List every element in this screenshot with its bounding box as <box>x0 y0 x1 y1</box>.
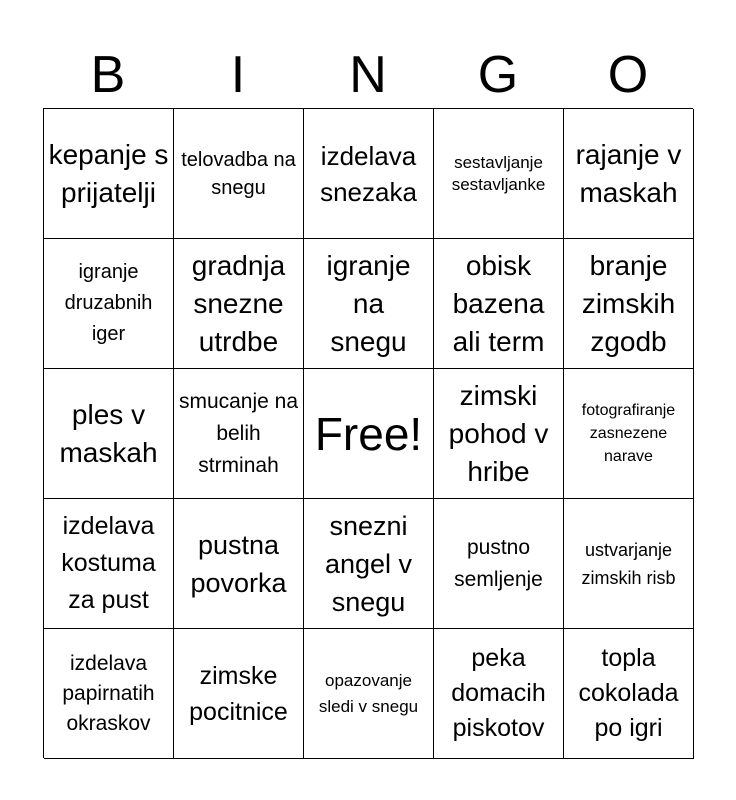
header-letter-n: N <box>349 46 387 104</box>
bingo-cell-r3c5[interactable]: fotografiranje zasnezene narave <box>564 369 694 499</box>
bingo-cell-r5c5[interactable]: topla cokolada po igri <box>564 629 694 759</box>
bingo-cell-r1c2[interactable]: telovadba na snegu <box>174 109 304 239</box>
header-letter-o: O <box>607 46 649 104</box>
bingo-cell-r2c1[interactable]: igranje druzabnih iger <box>44 239 174 369</box>
bingo-cell-r5c1[interactable]: izdelava papirnatih okraskov <box>44 629 174 759</box>
bingo-cell-r2c2[interactable]: gradnja snezne utrdbe <box>174 239 304 369</box>
header-letter-b: B <box>90 46 126 104</box>
bingo-cell-r4c5[interactable]: ustvarjanje zimskih risb <box>564 499 694 629</box>
bingo-cell-r1c4[interactable]: sestavljanje sestavljanke <box>434 109 564 239</box>
bingo-cell-r5c3[interactable]: opazovanje sledi v snegu <box>304 629 434 759</box>
bingo-cell-r1c5[interactable]: rajanje v maskah <box>564 109 694 239</box>
bingo-cell-r1c1[interactable]: kepanje s prijatelji <box>44 109 174 239</box>
bingo-cell-r4c1[interactable]: izdelava kostuma za pust <box>44 499 174 629</box>
bingo-cell-r5c4[interactable]: peka domacih piskotov <box>434 629 564 759</box>
bingo-cell-r4c3[interactable]: snezni angel v snegu <box>304 499 434 629</box>
bingo-cell-r3c2[interactable]: smucanje na belih strminah <box>174 369 304 499</box>
bingo-cell-free[interactable]: Free! <box>304 369 434 499</box>
bingo-cell-r1c3[interactable]: izdelava snezaka <box>304 109 434 239</box>
bingo-cell-r4c2[interactable]: pustna povorka <box>174 499 304 629</box>
bingo-cell-r2c3[interactable]: igranje na snegu <box>304 239 434 369</box>
bingo-cell-r3c1[interactable]: ples v maskah <box>44 369 174 499</box>
bingo-cell-r2c4[interactable]: obisk bazena ali term <box>434 239 564 369</box>
header-letter-i: I <box>230 46 246 104</box>
bingo-cell-r5c2[interactable]: zimske pocitnice <box>174 629 304 759</box>
bingo-cell-r3c4[interactable]: zimski pohod v hribe <box>434 369 564 499</box>
header-letter-g: G <box>477 46 519 104</box>
bingo-header <box>43 42 693 108</box>
bingo-board <box>43 108 693 758</box>
bingo-cell-r4c4[interactable]: pustno semljenje <box>434 499 564 629</box>
bingo-cell-r2c5[interactable]: branje zimskih zgodb <box>564 239 694 369</box>
